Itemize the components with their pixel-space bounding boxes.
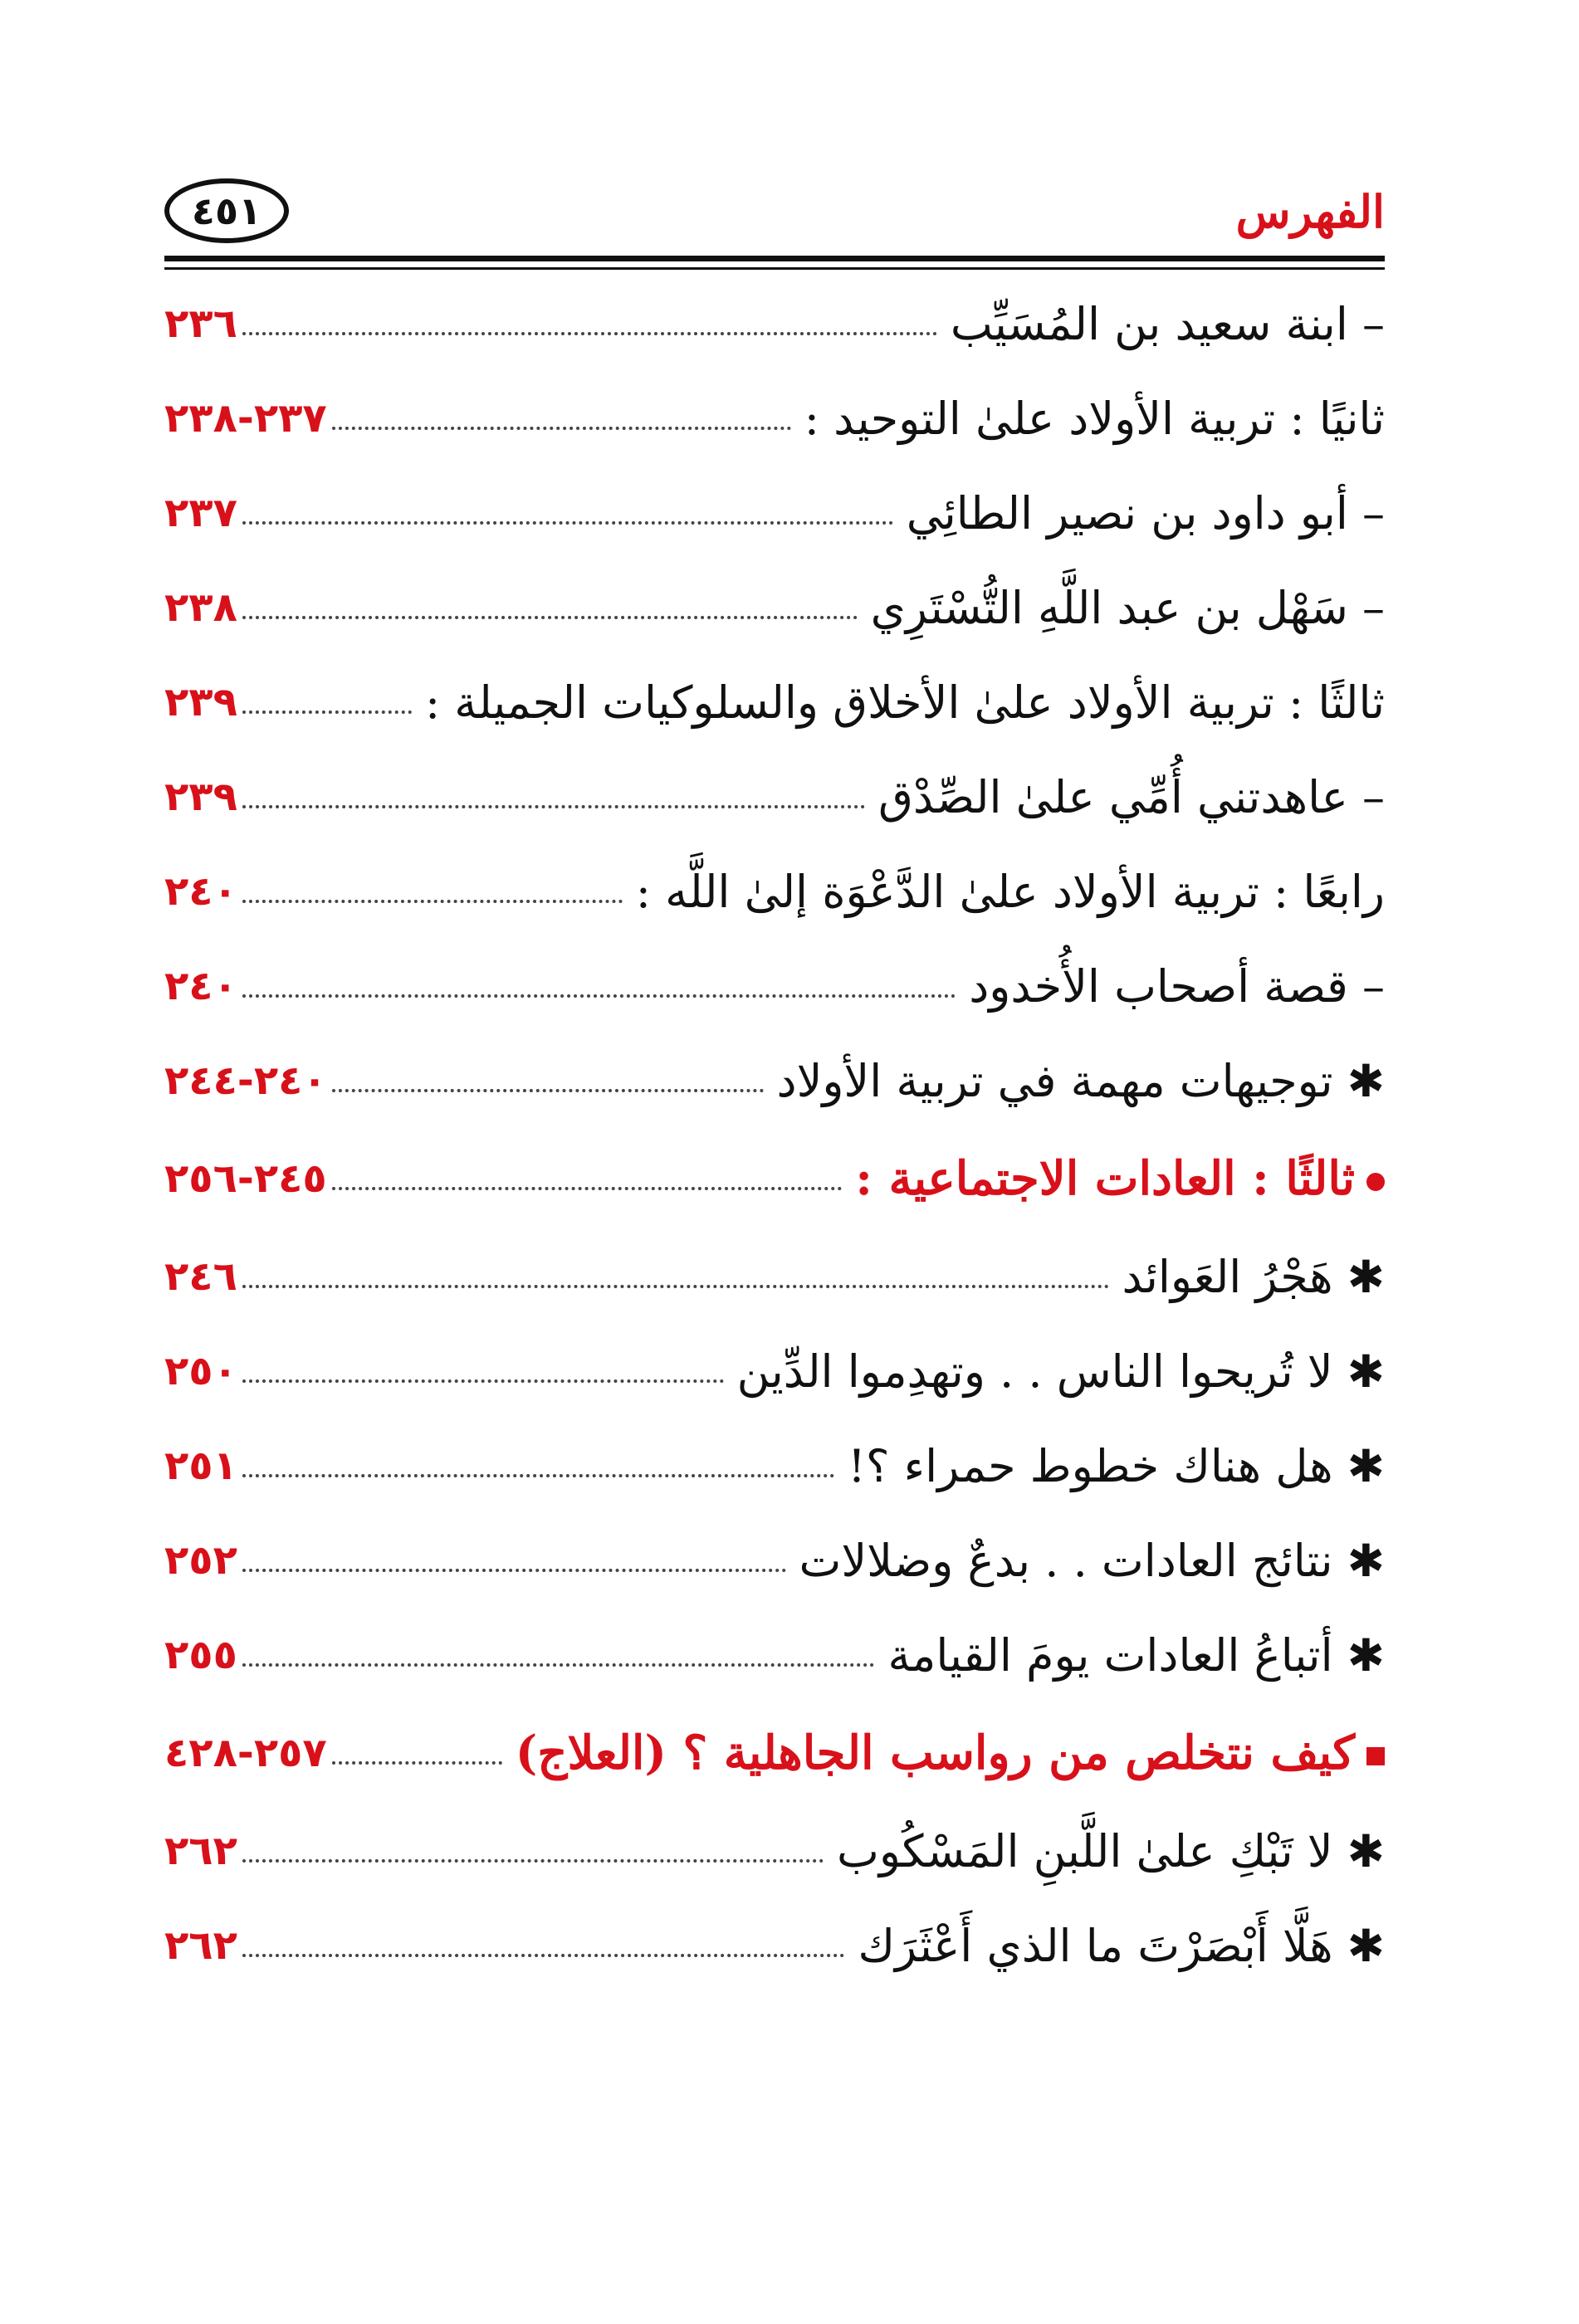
toc-entry-text: – ابنة سعيد بن المُسَيِّب [950, 297, 1385, 350]
toc-entry-text: ثالثًا : تربية الأولاد علىٰ الأخلاق والسلوكيات الجميلة : [424, 676, 1385, 729]
toc-page-ref: ٢٥٢ [164, 1537, 237, 1584]
dot-leader [242, 1379, 724, 1383]
toc-page-ref: ٢٣٨ [164, 584, 237, 631]
toc-entry-text: رابعًا : تربية الأولاد علىٰ الدَّعْوَة إلىٰ اللَّه : [635, 865, 1385, 918]
dot-leader [242, 1663, 875, 1667]
toc-row [164, 377, 1385, 460]
toc-page-ref: ٢٦٢ [164, 1922, 237, 1969]
toc-page-ref: ٢٦٢ [164, 1828, 237, 1874]
dot-leader [242, 1954, 845, 1957]
toc-entry-text: ثانيًا : تربية الأولاد علىٰ التوحيد : [804, 392, 1385, 445]
page-title: الفهرس [1235, 185, 1385, 238]
dot-leader [332, 427, 791, 430]
red-square-icon [1366, 1747, 1385, 1765]
section-heading-text: ثالثًا : العادات الاجتماعية : [855, 1151, 1355, 1206]
header-rule-thick [164, 256, 1385, 261]
toc-page-ref: ٢٥٧-٤٢٨ [164, 1730, 327, 1776]
toc-page-ref: ٢٤٦ [164, 1253, 237, 1300]
toc-row [164, 1235, 1385, 1318]
dot-leader [242, 332, 937, 335]
toc-row [164, 945, 1385, 1028]
toc-entry-text: – قصة أصحاب الأُخدود [969, 959, 1385, 1013]
page-number-badge: ٤٥١ [164, 178, 289, 243]
toc-entry-text: – سَهْل بن عبد اللَّهِ التُّسْتَرِي [870, 581, 1385, 634]
toc-section-row [164, 1711, 1385, 1794]
dot-leader [242, 1569, 786, 1572]
dot-leader [332, 1761, 502, 1765]
toc-entry-text: ✱ لا تُريحوا الناس . . وتهدِموا الدِّين [736, 1345, 1385, 1398]
toc-entry-text: – أبو داود بن نصير الطائِي [906, 486, 1385, 540]
toc-page-ref: ٢٤٥-٢٥٦ [164, 1155, 327, 1202]
red-dot-icon [1366, 1173, 1385, 1191]
toc-page-ref: ٢٣٧ [164, 490, 237, 536]
toc-row [164, 1039, 1385, 1122]
toc-row [164, 1519, 1385, 1602]
dot-leader [242, 1285, 1109, 1288]
dot-leader [242, 1474, 834, 1477]
toc-row [164, 471, 1385, 554]
toc-row [164, 566, 1385, 649]
toc-section-heading [847, 1151, 1385, 1206]
toc-row [164, 850, 1385, 933]
toc-page-ref: ٢٣٦ [164, 300, 237, 347]
dot-leader [242, 616, 858, 619]
toc-row [164, 755, 1385, 838]
dot-leader [242, 900, 623, 903]
section-heading-text: كيف نتخلص من رواسب الجاهلية ؟ (العلاج) [515, 1726, 1355, 1780]
toc-row [164, 1614, 1385, 1697]
dot-leader [242, 710, 412, 714]
dot-leader [332, 1187, 843, 1190]
dot-leader [242, 805, 865, 808]
toc-entry-text: ✱ لا تَبْكِ علىٰ اللَّبنِ المَسْكُوب [837, 1824, 1385, 1877]
dot-leader [242, 1859, 824, 1863]
dot-leader [242, 994, 956, 998]
page-header [164, 178, 1385, 253]
toc-row [164, 282, 1385, 365]
header-rule-thin [164, 267, 1385, 270]
toc-page-ref: ٢٥٥ [164, 1632, 237, 1678]
toc-page-ref: ٢٥١ [164, 1443, 237, 1489]
toc-entry-text: ✱ هَلَّا أَبْصَرْتَ ما الذي أَعْثَرَك [858, 1919, 1385, 1972]
toc-row [164, 661, 1385, 744]
dot-leader [332, 1089, 764, 1092]
toc-page-ref: ٢٤٠ [164, 868, 237, 915]
toc-row [164, 1904, 1385, 1987]
toc-page-ref: ٢٣٩ [164, 679, 237, 725]
toc-section-heading [507, 1726, 1385, 1780]
toc-entry-text: ✱ هَجْرُ العَوائد [1122, 1250, 1385, 1303]
toc-section-row [164, 1137, 1385, 1220]
toc-page-ref: ٢٥٠ [164, 1348, 237, 1394]
toc-row [164, 1424, 1385, 1507]
toc-entry-text: ✱ أتباعُ العادات يومَ القيامة [887, 1628, 1385, 1682]
toc-entry-text: ✱ توجيهات مهمة في تربية الأولاد [776, 1054, 1385, 1107]
toc-entry-text: ✱ نتائج العادات . . بدعٌ وضلالات [799, 1534, 1385, 1587]
toc-entry-text: – عاهدتني أُمِّي علىٰ الصِّدْق [877, 770, 1385, 823]
toc-page-ref: ٢٣٩ [164, 774, 237, 820]
toc-row [164, 1809, 1385, 1892]
toc-page-ref: ٢٣٧-٢٣٨ [164, 395, 327, 442]
toc-row [164, 1330, 1385, 1413]
toc-entry-text: ✱ هل هناك خطوط حمراء ؟! [848, 1439, 1385, 1492]
toc-page-ref: ٢٤٠-٢٤٤ [164, 1057, 327, 1104]
toc-page-ref: ٢٤٠ [164, 963, 237, 1009]
dot-leader [242, 521, 893, 525]
